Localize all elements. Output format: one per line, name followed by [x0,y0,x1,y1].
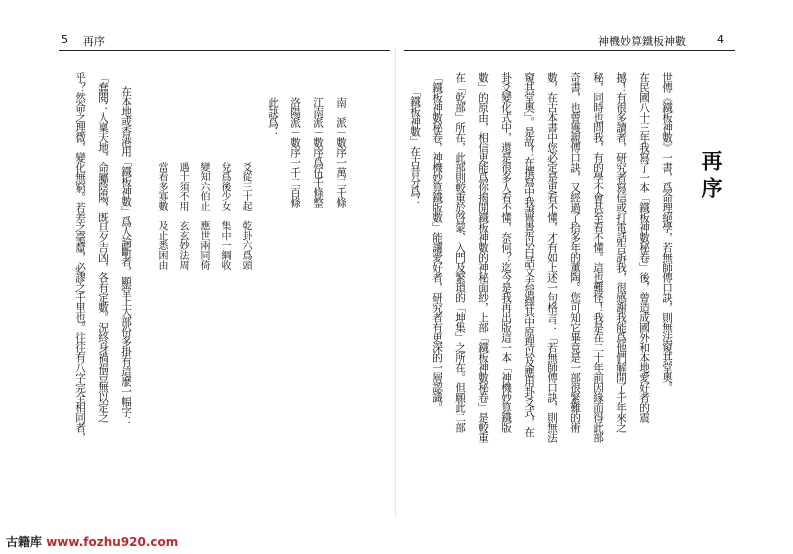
body-column: 數，在古本書中您必定是更看不懂，才有如上述一句格言：「若無師傳口訣，則無法 [546,72,558,442]
body-column: 撼！有很多讀者，研究者寫信或打電話告訴我，很感謝我能爲他們解開了千年來之 [615,72,627,432]
right-header-rule [404,50,735,51]
school-line: 江南派－數序爲伍千條整 [312,97,324,207]
right-running-title: 神機妙算鐵板神數 [598,35,686,48]
chapter-title: 再序 [699,150,723,204]
watermark-logo-text: 古籍库 [6,535,43,549]
body-column: 在民國八十三年我寫了一本「鐵板神數秘卷」後，曾造成國外和本地愛好者的震 [638,72,650,422]
verse-line: 兌爲後少女 集中一綱收 [219,162,230,270]
left-page-number: 5 [61,33,68,46]
verse-intro: 此訣爲： [267,97,279,137]
school-line: 南 派－數序一萬二千條 [335,97,347,207]
body-column: 在本地或香港用「鐵板神數」爲人論斷者，顯堂上大部份多掛有這麼一幅字： [120,86,132,426]
body-column: 「鐵板神數」在古昔分爲： [409,86,421,206]
site-watermark [6,533,178,550]
body-column: 卦爻變化式中，還是很多人看不懂，奈何？迄今是我再出版這一本「神機妙算鐵版 [500,72,512,432]
watermark-url: www.fozhu920.com [46,535,179,549]
verse-line: 當看多寡數 及止悉困由 [156,162,167,270]
body-column: 世傳《鐵板神數》一書，爲命理絕學，若無師傳口訣，則無法窺其堂奧。 [661,72,673,392]
left-running-title: 再序 [83,35,105,48]
body-column: 奇書，也曾獲親傳口訣，又經過了拾多年的薰陶。您可知它畢竟是一部很緊難的術 [569,72,581,432]
verse-line: 遇十須不用 玄玄妙法周 [177,162,188,270]
body-column: 數」的原由，相信更能爲你揭開鐵板神數的神秘面紗，上部「鐵板神數秘卷」是較重 [477,72,489,442]
verse-line: 變知六伯止 應世兩同倚 [198,162,209,270]
left-header-rule [59,50,390,51]
book-gutter [395,48,396,518]
body-column: 「蠢閱：人稟天地，命屬陰陽，既旦夕吉凶，各有定數。況終身禍福豈無以定之 [97,72,109,422]
right-page-number: 4 [717,33,724,46]
body-column: 窺其堂奧」。是故！在撰寫中我盡量是以白話文去演繹其中原理以及應用卦爻式，在 [523,72,535,437]
body-column: 在「乾部」所在，此部則較重於啓蒙、入門及繁瑣的「坤集」之所在。但願此二部 [454,72,466,432]
body-column: 秘，同時也問我，有的學不會甚至看不懂。這也難怪！我是在二十年前因緣而得此部 [592,72,604,442]
school-line: 洛陽派－數序一千二百條 [289,97,301,207]
body-column: 「鐵板神數秘卷，神機妙算鐵版數」能讓愛好者，研究者有更深的一層認識。 [431,72,443,412]
body-column: 乎？然命之理微，變化無窮。若差之毫釐，必謬之千里也。往往有八字完全相同者， [74,72,86,442]
verse-line: 爻從三十起 乾卦六爲頭 [240,162,251,270]
